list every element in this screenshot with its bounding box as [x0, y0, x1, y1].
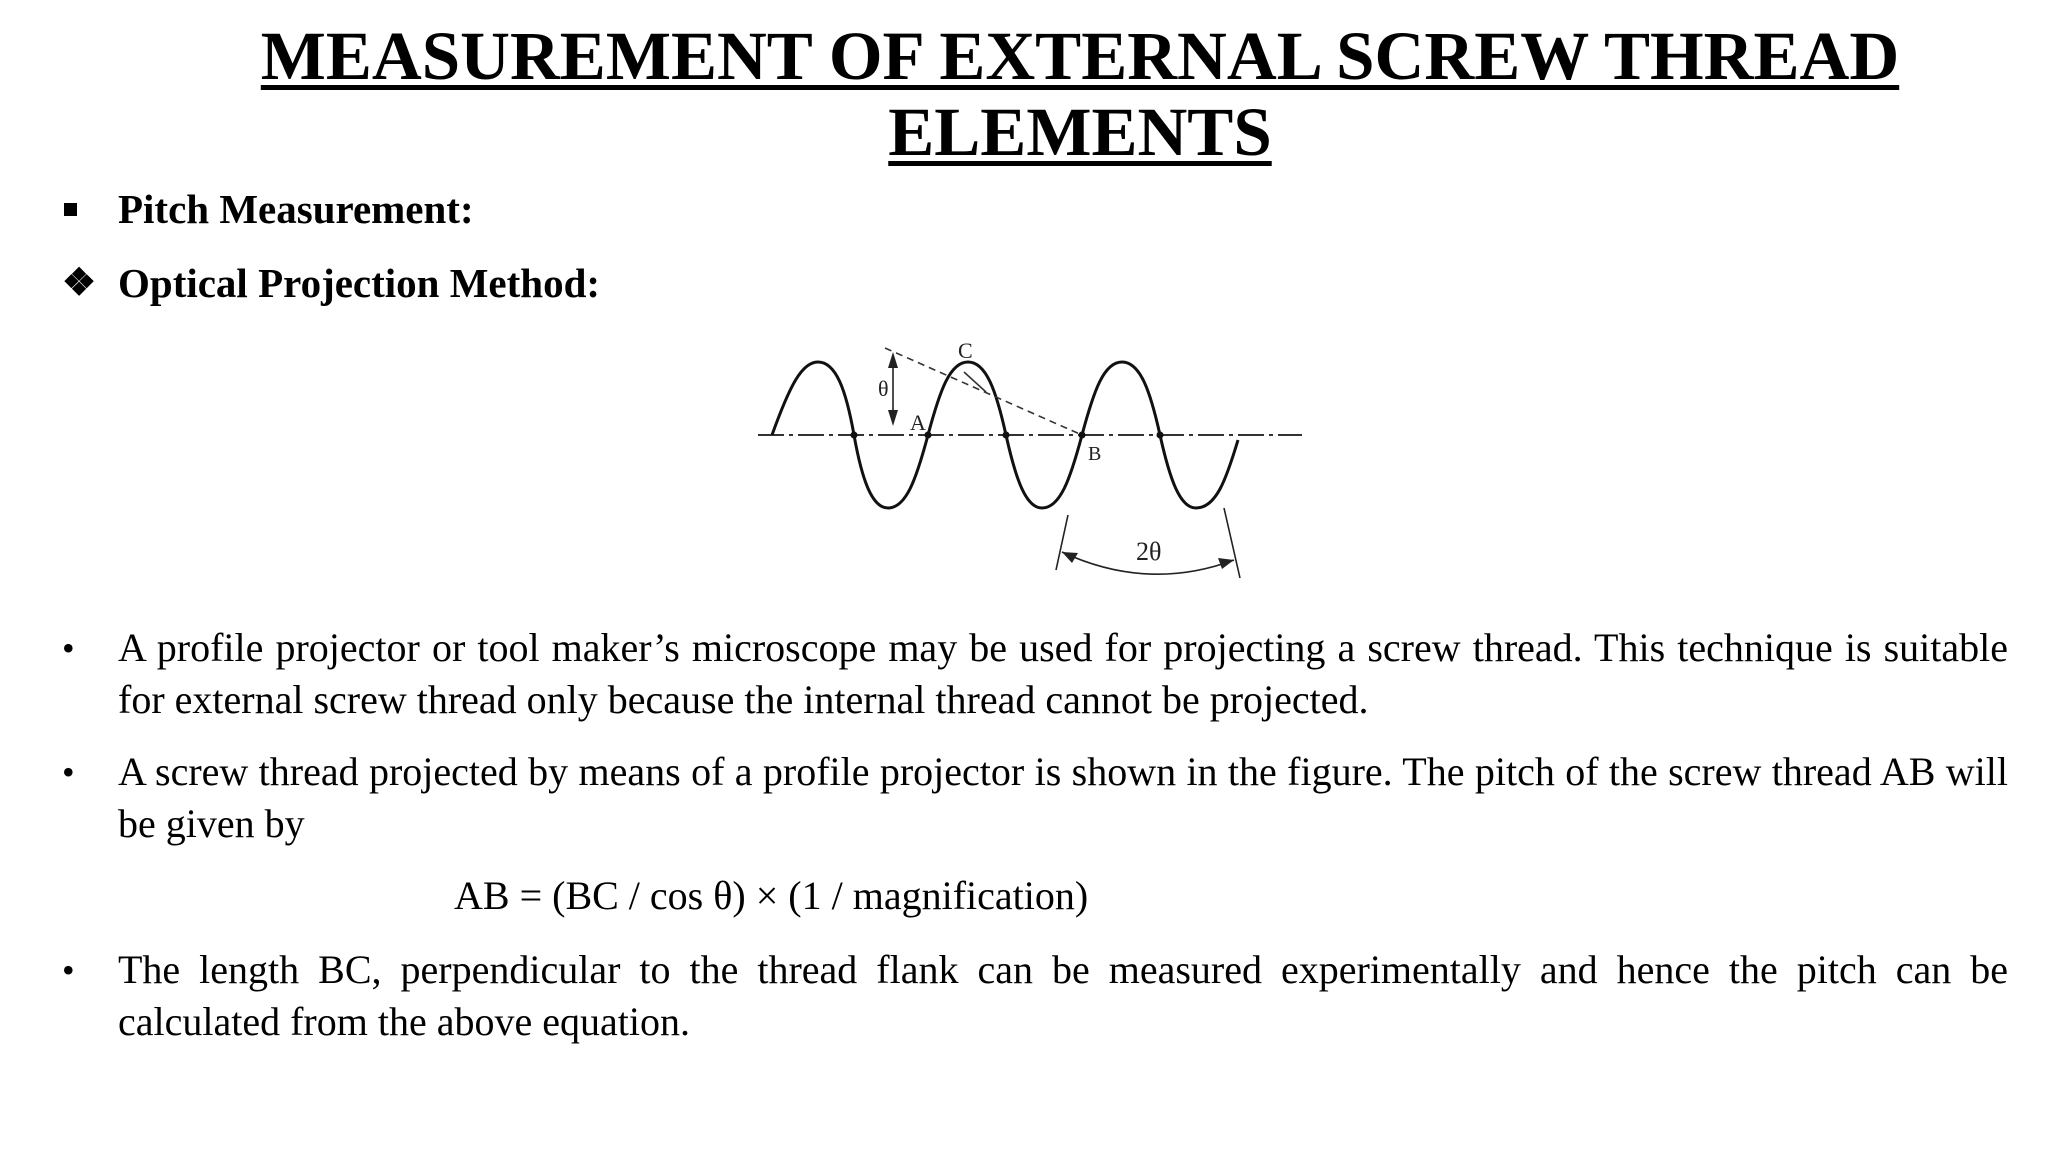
bullet-item-3: [62, 944, 2008, 1048]
title-line-2: ELEMENTS: [888, 94, 1272, 170]
label-a: A: [910, 410, 926, 435]
angle-leg-right: [1224, 508, 1240, 578]
screw-thread-projection-figure: [750, 330, 1330, 590]
optical-projection-heading: [62, 258, 600, 308]
label-theta: θ: [878, 376, 889, 401]
angle-leg-left: [1056, 515, 1068, 570]
pitch-measurement-label: Pitch Measurement:: [118, 186, 474, 232]
bullet-text-2: A screw thread projected by means of a profile projector is shown in the figure. The pitch of the screw thread AB will be given by: [118, 749, 2008, 846]
arc-arrow-right: [1218, 558, 1234, 569]
theta-arrow-tail: [888, 410, 898, 426]
diamond-bullet-icon: ❖: [62, 262, 97, 304]
title-line-1: MEASUREMENT OF EXTERNAL SCREW THREAD: [260, 18, 1900, 94]
label-2theta: 2θ: [1136, 537, 1162, 566]
flank-mark: [964, 372, 986, 392]
bullet-dot-icon: •: [62, 950, 75, 990]
intersection-dot: [1157, 432, 1164, 439]
bullet-text-1: A profile projector or tool maker’s microscope may be used for projecting a screw thread. This technique is suitable for external screw thread only because the internal thread cannot be projected.: [118, 625, 2008, 722]
intersection-dot: [1003, 432, 1010, 439]
bullet-item-2: [62, 746, 2008, 850]
slide-title: [180, 18, 1980, 170]
bullet-dot-icon: •: [62, 752, 75, 792]
theta-arrow-head: [888, 352, 898, 368]
bullet-item-1: [62, 622, 2008, 726]
pitch-measurement-heading: [62, 184, 474, 234]
intersection-dot: [851, 432, 858, 439]
label-b: B: [1088, 443, 1102, 465]
optical-projection-label: Optical Projection Method:: [118, 260, 601, 306]
square-bullet-icon: [64, 203, 77, 216]
bullet-text-3: The length BC, perpendicular to the thread flank can be measured experimentally and hence the pitch can be calculated from the above equation.: [118, 947, 2008, 1044]
bullet-dot-icon: •: [62, 628, 75, 668]
pitch-equation: AB = (BC / cos θ) × (1 / magnification): [454, 873, 1089, 918]
label-c: C: [958, 338, 973, 363]
